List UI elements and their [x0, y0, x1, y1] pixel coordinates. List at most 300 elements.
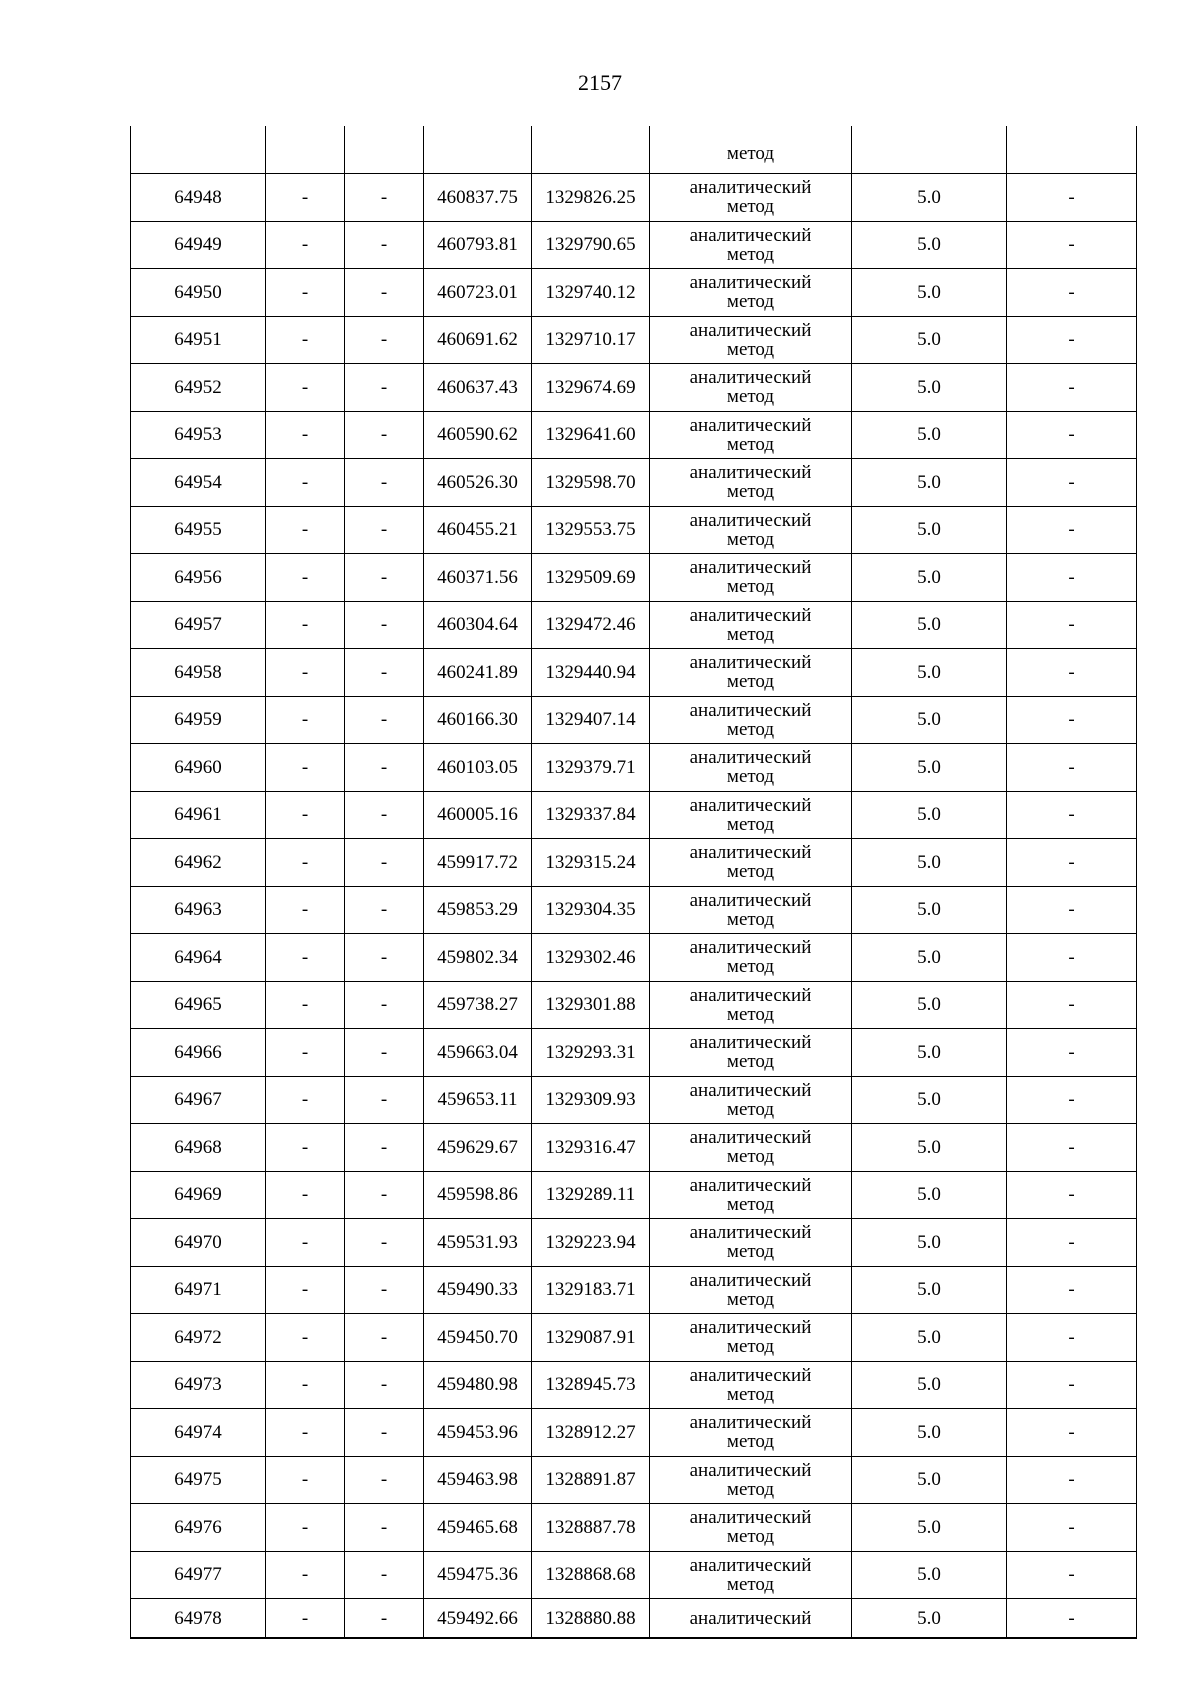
cell-method	[650, 1409, 852, 1457]
cell-id: 64952	[131, 364, 266, 412]
cell-accuracy: 5.0	[852, 981, 1007, 1029]
table-row	[131, 839, 1137, 887]
cell-note: -	[1007, 1361, 1137, 1409]
cell-y: 1329641.60	[532, 411, 650, 459]
cell-method	[650, 1266, 852, 1314]
cell-id: 64969	[131, 1171, 266, 1219]
cell-method	[650, 934, 852, 982]
cell-col3: -	[345, 839, 424, 887]
cell-method	[650, 1124, 852, 1172]
table-row	[131, 1504, 1137, 1552]
cell-x: 459738.27	[424, 981, 532, 1029]
cell-col2: -	[266, 316, 345, 364]
cell-note: -	[1007, 364, 1137, 412]
table-row	[131, 269, 1137, 317]
cell-note: -	[1007, 886, 1137, 934]
cell-accuracy: 5.0	[852, 1266, 1007, 1314]
table-row	[131, 1124, 1137, 1172]
cell-accuracy: 5.0	[852, 1504, 1007, 1552]
cell-x: 459802.34	[424, 934, 532, 982]
cell-col2: -	[266, 1599, 345, 1639]
method-line-1: аналитический	[689, 319, 812, 341]
cell-id: 64972	[131, 1314, 266, 1362]
method-line-2: метод	[726, 1241, 775, 1263]
cell-id: 64960	[131, 744, 266, 792]
cell-col3: -	[345, 506, 424, 554]
cell-col2: -	[266, 696, 345, 744]
cell-method	[650, 649, 852, 697]
cell-y: 1329309.93	[532, 1076, 650, 1124]
cell-col2: -	[266, 934, 345, 982]
cell-col2: -	[266, 1456, 345, 1504]
cell-note: -	[1007, 269, 1137, 317]
cell-y: 1329302.46	[532, 934, 650, 982]
cell-col3: -	[345, 791, 424, 839]
table-row	[131, 459, 1137, 507]
cell-method	[650, 316, 852, 364]
cell-id: 64959	[131, 696, 266, 744]
cell-col2: -	[266, 364, 345, 412]
cell-method	[650, 411, 852, 459]
cell-id: 64958	[131, 649, 266, 697]
cell-note: -	[1007, 221, 1137, 269]
cell-col3: -	[345, 1314, 424, 1362]
cell-id: 64963	[131, 886, 266, 934]
table-row	[131, 791, 1137, 839]
method-line-1: аналитический	[689, 604, 812, 626]
table-row	[131, 221, 1137, 269]
table-row	[131, 934, 1137, 982]
method-line-1: аналитический	[689, 1127, 812, 1149]
method-line-1: аналитический	[689, 1554, 812, 1576]
cell-note: -	[1007, 174, 1137, 222]
cell-accuracy: 5.0	[852, 174, 1007, 222]
method-line-2: метод	[726, 1431, 775, 1453]
cell-y: 1328945.73	[532, 1361, 650, 1409]
cell-method	[650, 506, 852, 554]
table-row	[131, 981, 1137, 1029]
cell-col2: -	[266, 269, 345, 317]
cell-x	[424, 126, 532, 174]
cell-col3: -	[345, 601, 424, 649]
cell-note: -	[1007, 316, 1137, 364]
cell-col3: -	[345, 1551, 424, 1599]
cell-col2	[266, 126, 345, 174]
cell-col2: -	[266, 506, 345, 554]
cell-x: 459492.66	[424, 1599, 532, 1639]
table-row	[131, 1551, 1137, 1599]
cell-id: 64964	[131, 934, 266, 982]
cell-x: 459450.70	[424, 1314, 532, 1362]
method-line-2: метод	[726, 1383, 775, 1405]
cell-accuracy: 5.0	[852, 934, 1007, 982]
cell-y: 1329223.94	[532, 1219, 650, 1267]
cell-accuracy: 5.0	[852, 649, 1007, 697]
cell-col2: -	[266, 1504, 345, 1552]
cell-y: 1329790.65	[532, 221, 650, 269]
method-line-2: метод	[726, 1478, 775, 1500]
cell-method	[650, 1551, 852, 1599]
cell-x: 459475.36	[424, 1551, 532, 1599]
cell-note: -	[1007, 1029, 1137, 1077]
cell-col2: -	[266, 1076, 345, 1124]
cell-id: 64971	[131, 1266, 266, 1314]
cell-accuracy: 5.0	[852, 221, 1007, 269]
cell-accuracy: 5.0	[852, 1409, 1007, 1457]
cell-y: 1329315.24	[532, 839, 650, 887]
cell-method	[650, 1029, 852, 1077]
table-row	[131, 1266, 1137, 1314]
cell-note: -	[1007, 1171, 1137, 1219]
cell-x: 459853.29	[424, 886, 532, 934]
cell-accuracy: 5.0	[852, 269, 1007, 317]
cell-id: 64954	[131, 459, 266, 507]
cell-col2: -	[266, 411, 345, 459]
cell-x: 459598.86	[424, 1171, 532, 1219]
cell-col3: -	[345, 1504, 424, 1552]
cell-note: -	[1007, 696, 1137, 744]
method-line-1: аналитический	[689, 794, 812, 816]
cell-note: -	[1007, 411, 1137, 459]
method-line-1: аналитический	[689, 842, 812, 864]
method-line-1: аналитический	[689, 747, 812, 769]
cell-id: 64975	[131, 1456, 266, 1504]
cell-col3: -	[345, 554, 424, 602]
cell-accuracy: 5.0	[852, 411, 1007, 459]
cell-accuracy: 5.0	[852, 1314, 1007, 1362]
table-row	[131, 1314, 1137, 1362]
cell-y: 1328880.88	[532, 1599, 650, 1639]
method-line-1: аналитический	[689, 557, 812, 579]
cell-method	[650, 1076, 852, 1124]
cell-x: 460837.75	[424, 174, 532, 222]
method-line-2: метод	[726, 481, 775, 503]
cell-col3: -	[345, 174, 424, 222]
cell-col2: -	[266, 886, 345, 934]
table-row	[131, 886, 1137, 934]
cell-note: -	[1007, 1409, 1137, 1457]
method-line-1: аналитический	[689, 1459, 812, 1481]
cell-id: 64949	[131, 221, 266, 269]
cell-accuracy: 5.0	[852, 1361, 1007, 1409]
cell-col2: -	[266, 1171, 345, 1219]
cell-note: -	[1007, 1551, 1137, 1599]
cell-method	[650, 269, 852, 317]
method-line-2: метод	[726, 576, 775, 598]
cell-x: 460371.56	[424, 554, 532, 602]
cell-method	[650, 459, 852, 507]
cell-col3	[345, 126, 424, 174]
method-line-2: метод	[726, 1146, 775, 1168]
cell-note: -	[1007, 1219, 1137, 1267]
method-line-1: аналитический	[689, 652, 812, 674]
cell-col2: -	[266, 744, 345, 792]
method-line-2: метод	[726, 861, 775, 883]
cell-col3: -	[345, 1124, 424, 1172]
cell-x: 460005.16	[424, 791, 532, 839]
cell-col3: -	[345, 411, 424, 459]
method-line-2: метод	[726, 623, 775, 645]
method-line-2: метод	[726, 291, 775, 313]
cell-accuracy: 5.0	[852, 791, 1007, 839]
cell-x: 460590.62	[424, 411, 532, 459]
cell-id: 64968	[131, 1124, 266, 1172]
cell-method	[650, 554, 852, 602]
cell-note: -	[1007, 1504, 1137, 1552]
cell-x: 460691.62	[424, 316, 532, 364]
method-line-2: метод	[726, 1288, 775, 1310]
cell-y: 1329304.35	[532, 886, 650, 934]
method-line-1: аналитический	[689, 984, 812, 1006]
cell-x: 459480.98	[424, 1361, 532, 1409]
cell-method	[650, 1171, 852, 1219]
cell-note: -	[1007, 744, 1137, 792]
cell-col3: -	[345, 744, 424, 792]
cell-id: 64977	[131, 1551, 266, 1599]
cell-method	[650, 839, 852, 887]
table-row	[131, 1599, 1137, 1639]
cell-accuracy: 5.0	[852, 696, 1007, 744]
cell-col3: -	[345, 649, 424, 697]
method-line-2: метод	[726, 386, 775, 408]
method-line-1: аналитический	[689, 272, 812, 294]
cell-col2: -	[266, 649, 345, 697]
cell-y: 1329509.69	[532, 554, 650, 602]
cell-col2: -	[266, 1314, 345, 1362]
method-line-2: метод	[726, 528, 775, 550]
cell-col2: -	[266, 1551, 345, 1599]
table-row	[131, 1076, 1137, 1124]
cell-id: 64965	[131, 981, 266, 1029]
table-row	[131, 1409, 1137, 1457]
method-line-2: метод	[726, 1573, 775, 1595]
cell-method	[650, 174, 852, 222]
cell-accuracy: 5.0	[852, 506, 1007, 554]
cell-y: 1329407.14	[532, 696, 650, 744]
method-line-2: метод	[726, 671, 775, 693]
cell-accuracy: 5.0	[852, 1076, 1007, 1124]
table-row	[131, 1219, 1137, 1267]
cell-id: 64950	[131, 269, 266, 317]
method-line-1: аналитический	[689, 889, 812, 911]
cell-y	[532, 126, 650, 174]
cell-col3: -	[345, 1076, 424, 1124]
cell-col3: -	[345, 1219, 424, 1267]
cell-col2: -	[266, 174, 345, 222]
cell-accuracy: 5.0	[852, 886, 1007, 934]
cell-note: -	[1007, 601, 1137, 649]
cell-accuracy: 5.0	[852, 316, 1007, 364]
cell-method	[650, 1456, 852, 1504]
cell-y: 1329472.46	[532, 601, 650, 649]
cell-col2: -	[266, 1029, 345, 1077]
method-line-1: аналитический	[689, 462, 812, 484]
cell-col3: -	[345, 221, 424, 269]
method-line-1: аналитический	[689, 1412, 812, 1434]
cell-note: -	[1007, 506, 1137, 554]
cell-col2: -	[266, 459, 345, 507]
cell-x: 460723.01	[424, 269, 532, 317]
table-row	[131, 1361, 1137, 1409]
cell-note: -	[1007, 1314, 1137, 1362]
method-line-1: аналитический	[689, 509, 812, 531]
method-line-2: метод	[726, 1003, 775, 1025]
table-row	[131, 316, 1137, 364]
cell-id: 64973	[131, 1361, 266, 1409]
cell-method	[650, 364, 852, 412]
method-line-2: метод	[726, 908, 775, 930]
cell-y: 1329826.25	[532, 174, 650, 222]
continuation-row	[131, 126, 1137, 174]
cell-y: 1329440.94	[532, 649, 650, 697]
cell-y: 1329316.47	[532, 1124, 650, 1172]
cell-id: 64966	[131, 1029, 266, 1077]
method-line-1: аналитический	[689, 1174, 812, 1196]
cell-method	[650, 744, 852, 792]
method-line-2: метод	[726, 813, 775, 835]
cell-method	[650, 981, 852, 1029]
method-line-2: метод	[726, 1051, 775, 1073]
method-line-1: аналитический	[689, 367, 812, 389]
cell-x: 459531.93	[424, 1219, 532, 1267]
cell-y: 1329553.75	[532, 506, 650, 554]
cell-col2: -	[266, 981, 345, 1029]
table-row	[131, 506, 1137, 554]
cell-y: 1329183.71	[532, 1266, 650, 1314]
cell-y: 1328887.78	[532, 1504, 650, 1552]
table-row	[131, 601, 1137, 649]
method-line-2: метод	[726, 718, 775, 740]
method-line-1: аналитический	[689, 224, 812, 246]
cell-col3: -	[345, 1456, 424, 1504]
method-line-2: метод	[726, 196, 775, 218]
cell-col3: -	[345, 1361, 424, 1409]
cell-accuracy: 5.0	[852, 1219, 1007, 1267]
cell-y: 1329740.12	[532, 269, 650, 317]
method-line-2: метод	[726, 338, 775, 360]
table-row	[131, 1171, 1137, 1219]
table-row	[131, 1456, 1137, 1504]
cell-col3: -	[345, 1029, 424, 1077]
cell-y: 1329293.31	[532, 1029, 650, 1077]
cell-col2: -	[266, 1266, 345, 1314]
cell-note: -	[1007, 934, 1137, 982]
cell-accuracy: 5.0	[852, 601, 1007, 649]
cell-col2: -	[266, 601, 345, 649]
cell-method: метод	[650, 126, 852, 174]
cell-col3: -	[345, 1171, 424, 1219]
cell-note: -	[1007, 839, 1137, 887]
cell-id: 64957	[131, 601, 266, 649]
cell-x: 459629.67	[424, 1124, 532, 1172]
cell-col2: -	[266, 839, 345, 887]
cell-method	[650, 791, 852, 839]
cell-y: 1329301.88	[532, 981, 650, 1029]
method-line-1: аналитический	[689, 1507, 812, 1529]
method-line-2: метод	[726, 433, 775, 455]
cell-y: 1329379.71	[532, 744, 650, 792]
coordinates-table	[130, 126, 1137, 1639]
table-row	[131, 174, 1137, 222]
method-line-1: аналитический	[689, 1607, 812, 1629]
cell-id: 64951	[131, 316, 266, 364]
cell-id: 64955	[131, 506, 266, 554]
method-line-1: аналитический	[689, 414, 812, 436]
cell-y: 1329674.69	[532, 364, 650, 412]
cell-y: 1329289.11	[532, 1171, 650, 1219]
cell-y: 1329337.84	[532, 791, 650, 839]
cell-note: -	[1007, 791, 1137, 839]
method-line-2: метод	[726, 243, 775, 265]
method-line-1: аналитический	[689, 1222, 812, 1244]
cell-x: 460526.30	[424, 459, 532, 507]
cell-col3: -	[345, 459, 424, 507]
cell-x: 460455.21	[424, 506, 532, 554]
cell-accuracy: 5.0	[852, 1551, 1007, 1599]
table-row	[131, 364, 1137, 412]
cell-method	[650, 601, 852, 649]
method-line-1: аналитический	[689, 1079, 812, 1101]
cell-col3: -	[345, 269, 424, 317]
cell-accuracy: 5.0	[852, 1029, 1007, 1077]
cell-id: 64976	[131, 1504, 266, 1552]
cell-accuracy: 5.0	[852, 554, 1007, 602]
cell-id: 64948	[131, 174, 266, 222]
cell-x: 459465.68	[424, 1504, 532, 1552]
method-line-2: метод	[726, 766, 775, 788]
cell-id: 64961	[131, 791, 266, 839]
cell-accuracy: 5.0	[852, 459, 1007, 507]
cell-col3: -	[345, 981, 424, 1029]
cell-y: 1328868.68	[532, 1551, 650, 1599]
cell-note: -	[1007, 1599, 1137, 1639]
cell-col3: -	[345, 696, 424, 744]
cell-note: -	[1007, 1124, 1137, 1172]
cell-x: 459463.98	[424, 1456, 532, 1504]
cell-y: 1329087.91	[532, 1314, 650, 1362]
method-line-1: аналитический	[689, 699, 812, 721]
table-row	[131, 554, 1137, 602]
cell-accuracy: 5.0	[852, 1124, 1007, 1172]
method-line-1: аналитический	[689, 1032, 812, 1054]
cell-id: 64956	[131, 554, 266, 602]
cell-method	[650, 1504, 852, 1552]
cell-note: -	[1007, 1076, 1137, 1124]
cell-col2: -	[266, 554, 345, 602]
cell-x: 460637.43	[424, 364, 532, 412]
cell-accuracy: 5.0	[852, 1599, 1007, 1639]
cell-col3: -	[345, 316, 424, 364]
page-number: 2157	[578, 70, 622, 95]
cell-accuracy	[852, 126, 1007, 174]
cell-x: 460241.89	[424, 649, 532, 697]
cell-accuracy: 5.0	[852, 364, 1007, 412]
method-line-2: метод	[726, 1336, 775, 1358]
table-row	[131, 1029, 1137, 1077]
cell-id: 64953	[131, 411, 266, 459]
cell-method	[650, 1314, 852, 1362]
cell-x: 459663.04	[424, 1029, 532, 1077]
method-line-1: аналитический	[689, 937, 812, 959]
cell-id: 64978	[131, 1599, 266, 1639]
cell-note: -	[1007, 554, 1137, 602]
cell-method	[650, 886, 852, 934]
cell-note: -	[1007, 1456, 1137, 1504]
cell-id: 64967	[131, 1076, 266, 1124]
cell-x: 459490.33	[424, 1266, 532, 1314]
cell-note: -	[1007, 459, 1137, 507]
method-line-1: аналитический	[689, 177, 812, 199]
